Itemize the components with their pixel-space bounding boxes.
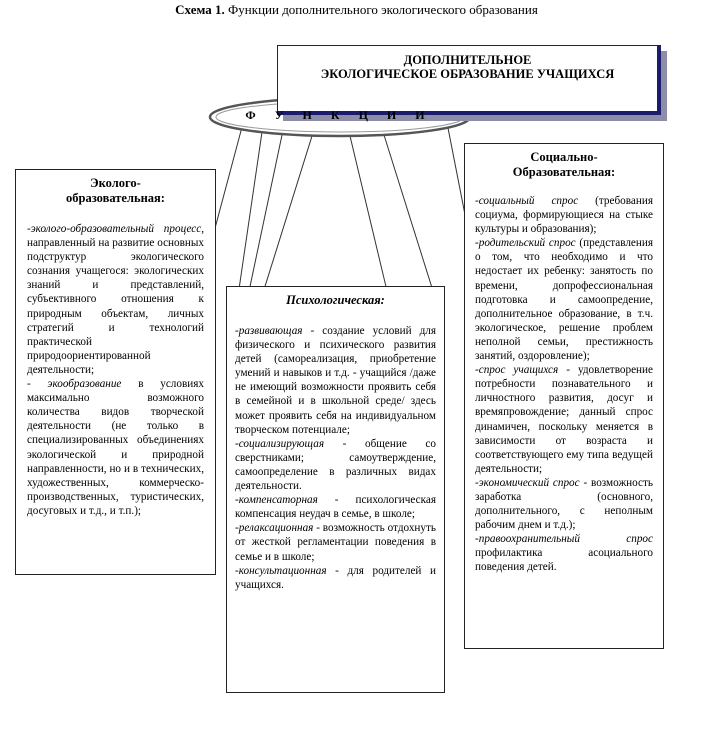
psy-item-1-text: - создание условий для физического и психического развития детей (самореализация, приобретение умений и навыков и т.д. - учащийся /даже не имеющий возможности проявить себя в семейной и в школьной среде/ здесь может проявить себя на индивидуальном творческом потенциале; [235,325,436,436]
psy-item-4-term: -релаксационная [235,522,314,535]
eco-item-2-text: в условиях максимально возможного количества видов творческой деятельности (не только в специализированных объединениях экологической и природной направленности, но и в технических, художественных, коммерческо-производственных, туристических, досуговых и т.д., и т.п.); [27,378,204,517]
eco-educational-box [15,169,216,575]
socio-item-4-term: -экономический спрос [475,476,580,489]
title-box [277,45,661,115]
psychological-header: Психологическая: [286,293,385,307]
socio-educational-box [464,143,664,649]
connector-mid-3 [262,136,312,296]
socio-item-4-text: - возможность заработка (основного, дополнительного, с неполным рабочим днем и т.д.); [475,476,654,532]
psy-item-2 [235,437,436,493]
psychological-box [226,286,445,693]
psy-item-5-text: - для родителей и учащихся. [235,564,436,591]
connector-mid-2 [248,135,282,296]
eco-item-1-term: -эколого-образовательный процесс [27,223,202,235]
psy-item-4-text: - возможность отдохнуть от жесткой регламентации поведения в семье и в школе; [235,522,436,563]
title-line-1: ДОПОЛНИТЕЛЬНОЕ [403,53,532,67]
psy-item-4 [235,521,436,563]
socio-item-2 [475,236,653,363]
socio-item-3-term: -спрос учащихся [475,364,559,377]
psy-item-1 [235,324,436,437]
psy-item-5 [235,564,436,592]
psy-item-5-term: -консультационная [235,564,327,577]
caption-text: Функции дополнительного экологического образования [228,2,538,17]
psy-item-3-term: -компенсаторная [235,494,318,507]
socio-item-3-text: - удовлетворение потребности познавательного и личностного развития, досуг и времяпровождение; данный спрос динамичен, поскольку меняется в зависимости от возраста и соответствующего ему типа ведущей деятельности; [475,364,653,475]
socio-item-4 [475,476,653,532]
socio-item-5 [475,532,653,574]
socio-item-2-term: -родительский спрос [475,237,576,250]
psy-item-1-term: -развивающая [235,325,303,337]
socio-item-5-text: профилактика асоциального поведения детей. [475,547,653,574]
caption-prefix: Схема 1. [175,2,225,17]
eco-item-2 [27,377,204,518]
psy-item-2-text: - общение со сверстниками; самоутверждение, самоопределение в различных видах деятельности. [235,437,436,493]
socio-header-line-2: Образовательная: [512,165,616,179]
eco-header-line-1: Эколого- [90,176,141,190]
socio-item-1 [475,194,653,236]
connector-mid-1 [238,132,262,296]
eco-item-2-term: - экообразование [27,378,122,391]
psy-item-3 [235,493,436,521]
socio-item-1-term: -социальный спрос [475,195,579,207]
socio-item-5-term: -правоохранительный спрос [475,533,653,546]
eco-item-1 [27,222,204,377]
title-line-2: ЭКОЛОГИЧЕСКОЕ ОБРАЗОВАНИЕ УЧАЩИХСЯ [320,67,615,81]
socio-item-3 [475,363,653,476]
socio-header-line-1: Социально- [530,150,598,164]
psy-item-3-text: - психологическая компенсация неудач в семье, в школе; [235,494,436,521]
eco-header-line-2: образовательная: [66,191,165,205]
connector-left [214,127,242,232]
eco-item-1-text: , направленный на развитие основных подструктур экологического сознания учащегося: экологических знаний и представлений, субъективного отношения к природным объектам, личных стратегий и технологий практической природоориентированной деятельности; [27,223,204,376]
figure-caption [0,2,713,18]
functions-label: Ф У Н К Ц И И [245,108,433,122]
socio-educational-header [475,150,653,180]
socio-item-1-text: (требования социума, формирующиеся на стыке культуры и образования); [475,195,653,236]
psy-item-2-term: -социализирующая [235,437,325,450]
eco-educational-header [27,176,204,206]
socio-item-2-text: (представления о том, что необходимо и что недостает их ребенку: занятость по времени, допрофессиональная подготовка и самоопредение, дополнительное образование, в т.ч. экологическое, решение проблем неполной семьи, престижность занятий, оздоровление); [475,237,653,363]
